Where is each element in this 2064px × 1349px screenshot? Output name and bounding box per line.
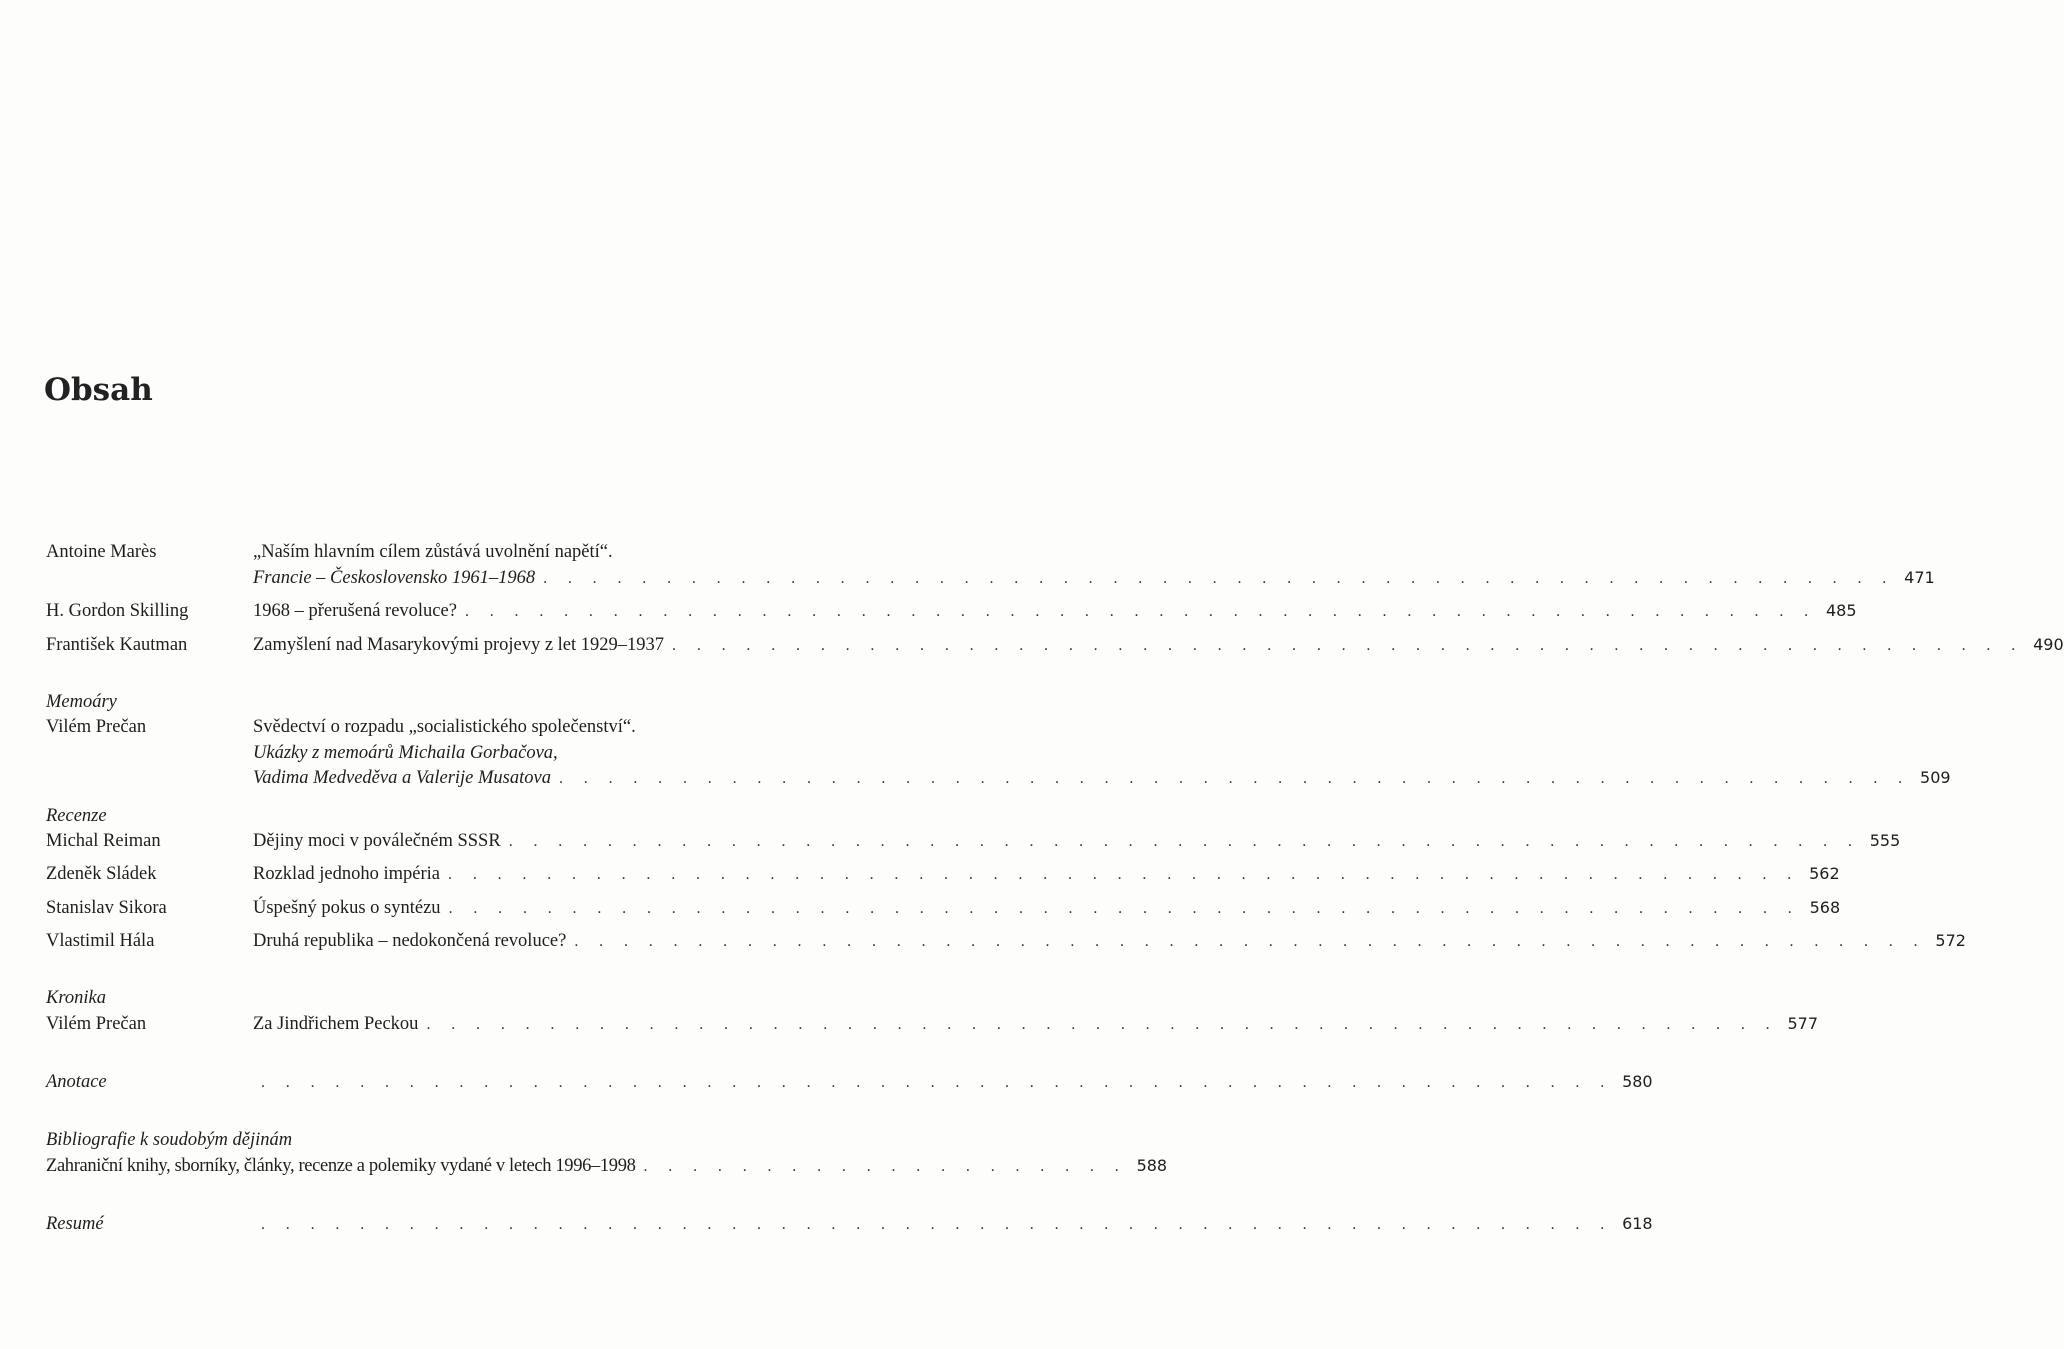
leader-dots: . . . . . . . . . . . . . . . . . . . . . . . . . . . . . . . . . . . . . . . . . . . . . . . . . . . . . . . xyxy=(448,900,1801,917)
page-number: 568 xyxy=(1809,898,1841,917)
page-number: 471 xyxy=(1904,568,1935,587)
section-heading-anotace: Anotace xyxy=(46,1072,107,1092)
leader-dots: . . . . . . . . . . . . . . . . . . . . . . . . . . . . . . . . . . . . . . . . . . . . . . . . . . . . . . . xyxy=(558,770,1911,787)
section-heading-resume: Resumé xyxy=(46,1214,104,1234)
leader-dots: . . . . . . . . . . . . . . . . . . . . . . . . . . . . . . . . . . . . . . . . . . . . . . . . . . . . . . . xyxy=(574,933,1926,950)
entry-subtitle: Vadima Medveděva a Valerije Musatova xyxy=(253,768,551,788)
toc-entry-hala[interactable] xyxy=(253,930,1966,953)
leader-dots: . . . . . . . . . . . . . . . . . . . . . . . . . . . . . . . . . . . . . . . . . . . . . . . . . . . . . . . xyxy=(543,570,1895,587)
toc-entry-anotace[interactable] xyxy=(253,1071,1653,1094)
section-heading-recenze: Recenze xyxy=(46,806,107,826)
entry-title: Druhá republika – nedokončená revoluce? xyxy=(253,931,567,951)
page-number: 555 xyxy=(1869,831,1901,850)
author-mares: Antoine Marès xyxy=(46,542,157,562)
author-precan: Vilém Prečan xyxy=(46,717,147,737)
page-number: 588 xyxy=(1136,1156,1168,1175)
leader-dots: . . . . . . . . . . . . . . . . . . . . xyxy=(643,1158,1128,1175)
page-number: 577 xyxy=(1787,1014,1819,1033)
entry-title: 1968 – přerušená revoluce? xyxy=(253,601,457,621)
section-heading-memoary: Memoáry xyxy=(46,692,117,712)
page-number: 618 xyxy=(1622,1214,1653,1233)
toc-entry-mares[interactable] xyxy=(253,567,1935,590)
toc-entry-kronika[interactable] xyxy=(253,1013,1819,1036)
entry-title: Za Jindřichem Peckou xyxy=(253,1014,419,1034)
page-title: Obsah xyxy=(44,372,153,408)
toc-entry-sladek[interactable] xyxy=(253,863,1840,886)
page-number: 562 xyxy=(1809,864,1840,883)
author-reiman: Michal Reiman xyxy=(46,831,161,851)
author-sladek: Zdeněk Sládek xyxy=(46,864,157,884)
entry-title: Svědectví o rozpadu „socialistického společenství“. xyxy=(253,717,636,737)
entry-subtitle: Francie – Československo 1961–1968 xyxy=(253,568,536,588)
entry-title: Rozklad jednoho impéria xyxy=(253,864,441,884)
author-precan-kronika: Vilém Prečan xyxy=(46,1014,147,1034)
author-kautman: František Kautman xyxy=(46,635,188,655)
entry-title: Zamyšlení nad Masarykovými projevy z let 1929–1937 xyxy=(253,635,665,655)
entry-title: Zahraniční knihy, sborníky, články, recenze a polemiky vydané v letech 1996–1998 xyxy=(46,1156,636,1176)
leader-dots: . . . . . . . . . . . . . . . . . . . . . . . . . . . . . . . . . . . . . . . . . . . . . . . . . . . . . . . xyxy=(261,1216,1613,1233)
page-number: 490 xyxy=(2033,635,2064,654)
toc-entry-sikora[interactable] xyxy=(253,897,1841,920)
page-number: 485 xyxy=(1826,601,1857,620)
author-hala: Vlastimil Hála xyxy=(46,931,155,951)
page-number: 580 xyxy=(1622,1072,1653,1091)
toc-entry-reiman[interactable] xyxy=(253,830,1901,853)
author-sikora: Stanislav Sikora xyxy=(46,898,167,918)
toc-entry-kautman[interactable] xyxy=(253,634,2064,657)
leader-dots: . . . . . . . . . . . . . . . . . . . . . . . . . . . . . . . . . . . . . . . . . . . . . . . . . . . . . . . xyxy=(448,866,1800,883)
toc-entry-resume[interactable] xyxy=(253,1213,1653,1236)
section-heading-kronika: Kronika xyxy=(46,988,106,1008)
leader-dots: . . . . . . . . . . . . . . . . . . . . . . . . . . . . . . . . . . . . . . . . . . . . . . . . . . . . . . . xyxy=(508,833,1861,850)
entry-subtitle: Ukázky z memoárů Michaila Gorbačova, xyxy=(253,743,558,763)
toc-entry-memoary[interactable] xyxy=(253,767,1951,790)
section-heading-bibliografie: Bibliografie k soudobým dějinám xyxy=(46,1130,293,1150)
leader-dots: . . . . . . . . . . . . . . . . . . . . . . . . . . . . . . . . . . . . . . . . . . . . . . . . . . . . . . . xyxy=(261,1074,1613,1091)
entry-title: Dějiny moci v poválečném SSSR xyxy=(253,831,501,851)
leader-dots: . . . . . . . . . . . . . . . . . . . . . . . . . . . . . . . . . . . . . . . . . . . . . . . . . . . . . . . xyxy=(672,637,2024,654)
page-number: 509 xyxy=(1920,768,1951,787)
toc-entry-skilling[interactable] xyxy=(253,600,1857,623)
entry-title: Úspešný pokus o syntézu xyxy=(253,898,441,918)
toc-entry-bibliografie[interactable] xyxy=(46,1155,1168,1178)
author-skilling: H. Gordon Skilling xyxy=(46,601,189,621)
page-number: 572 xyxy=(1935,931,1966,950)
leader-dots: . . . . . . . . . . . . . . . . . . . . . . . . . . . . . . . . . . . . . . . . . . . . . . . . . . . . . . . xyxy=(464,603,1817,620)
leader-dots: . . . . . . . . . . . . . . . . . . . . . . . . . . . . . . . . . . . . . . . . . . . . . . . . . . . . . . . xyxy=(426,1016,1779,1033)
entry-title: „Naším hlavním cílem zůstává uvolnění napětí“. xyxy=(253,542,613,562)
